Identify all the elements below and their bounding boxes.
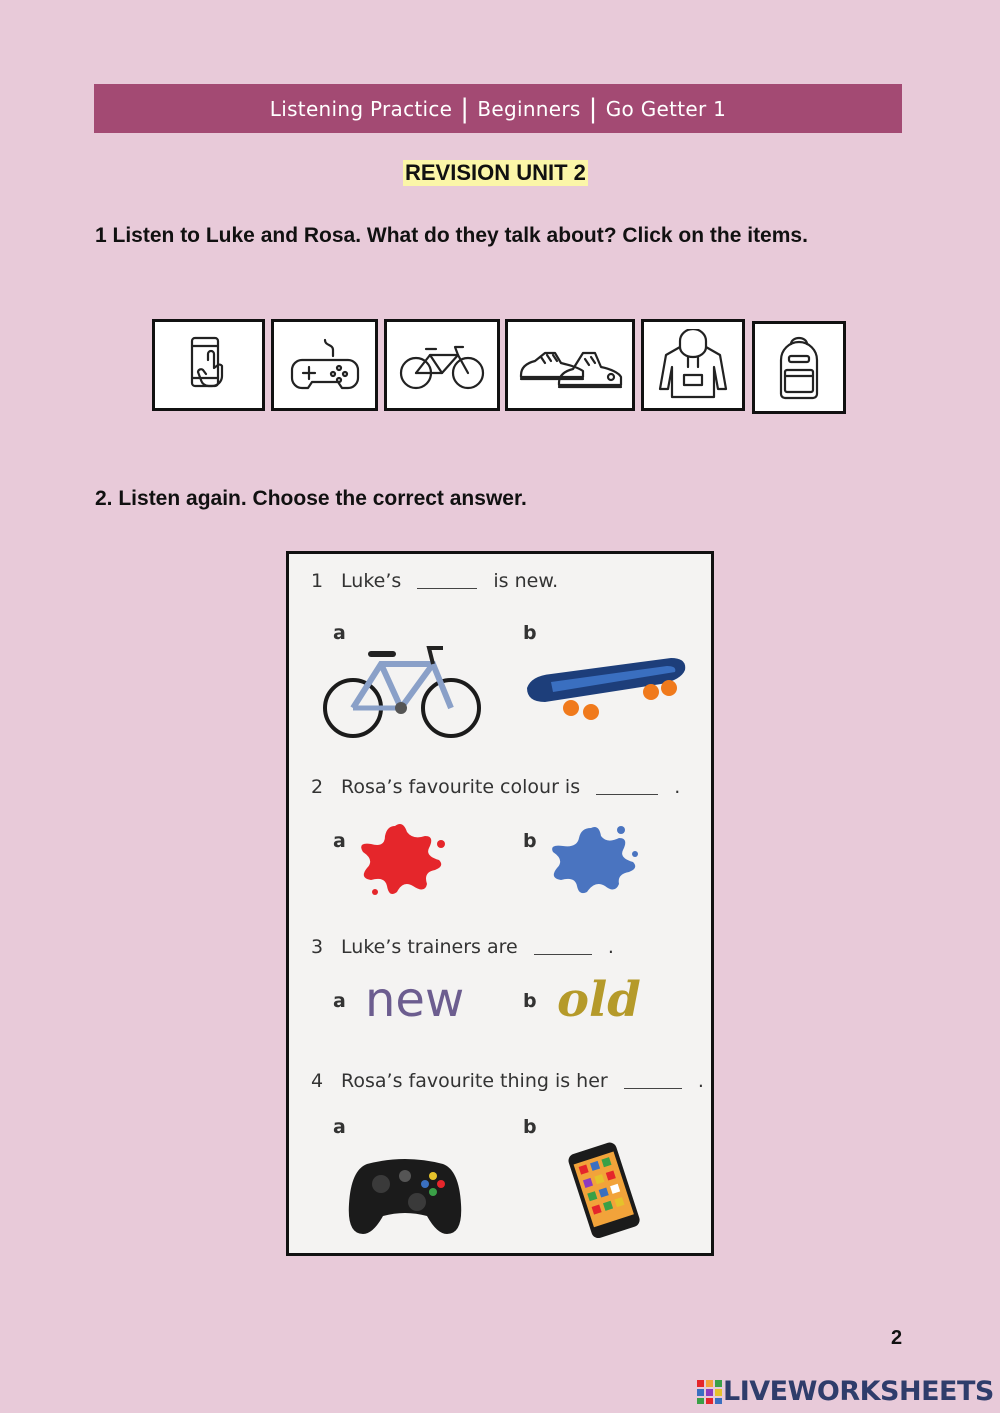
header-separator: | [460, 93, 470, 124]
liveworksheets-logo-icon [697, 1380, 723, 1404]
question-text-before: Luke’s [341, 570, 402, 592]
smartphone-picture[interactable] [559, 1142, 651, 1238]
question-text-before: Rosa’s favourite thing is her [341, 1070, 608, 1092]
option-b-label: b [523, 1116, 537, 1138]
option-a-label: a [333, 622, 346, 644]
question-text-before: Rosa’s favourite colour is [341, 776, 581, 798]
brand-name: LIVEWORKSHEETS [723, 1376, 994, 1407]
page-number: 2 [891, 1327, 903, 1349]
question-text-after: is new. [493, 570, 559, 592]
question-number: 2 [311, 776, 324, 798]
option-a-label: a [333, 1116, 346, 1138]
header-separator: | [588, 93, 598, 124]
red-paint-splash[interactable] [355, 818, 447, 898]
header-banner [94, 84, 902, 133]
option-a-label: a [333, 990, 346, 1012]
question-text-after: . [607, 936, 614, 958]
item-trainers[interactable] [505, 319, 635, 411]
question-4 [311, 1070, 704, 1092]
question-1 [311, 570, 558, 592]
item-hoodie[interactable] [641, 319, 745, 411]
question-number: 1 [311, 570, 324, 592]
backpack-icon [767, 332, 831, 404]
question-text-after: . [674, 776, 681, 798]
header-part1: Listening Practice [269, 96, 453, 121]
header-part3: Go Getter 1 [605, 96, 727, 121]
question-3 [311, 936, 614, 958]
option-word-old[interactable]: old [557, 972, 641, 1028]
option-b-label: b [523, 990, 537, 1012]
option-word-new[interactable]: new [365, 972, 465, 1028]
option-a-label: a [333, 830, 346, 852]
trainers-icon [515, 333, 625, 397]
item-game-controller[interactable] [271, 319, 378, 411]
game-controller-icon [288, 330, 362, 400]
answer-blank [624, 1088, 682, 1089]
exercise2-instruction: 2. Listen again. Choose the correct answer. [95, 487, 527, 510]
game-controller-picture[interactable] [347, 1154, 463, 1238]
hoodie-icon [654, 329, 732, 401]
question-text-before: Luke’s trainers are [341, 936, 518, 958]
smartphone-icon [174, 330, 244, 400]
answer-blank [534, 954, 592, 955]
item-bicycle[interactable] [384, 319, 500, 411]
option-b-label: b [523, 830, 537, 852]
bicycle-icon [396, 335, 488, 395]
item-smartphone[interactable] [152, 319, 265, 411]
skateboard-picture[interactable] [521, 652, 693, 724]
exercise1-instruction: 1 Listen to Luke and Rosa. What do they talk about? Click on the items. [95, 224, 808, 247]
liveworksheets-logo [697, 1376, 994, 1407]
bicycle-picture[interactable] [321, 640, 485, 744]
exercise2-page [286, 551, 714, 1256]
question-number: 4 [311, 1070, 324, 1092]
question-number: 3 [311, 936, 324, 958]
question-2 [311, 776, 680, 798]
item-backpack[interactable] [752, 321, 846, 414]
answer-blank [596, 794, 658, 795]
option-b-label: b [523, 622, 537, 644]
blue-paint-splash[interactable] [545, 822, 641, 896]
answer-blank [417, 588, 477, 589]
question-text-after: . [697, 1070, 704, 1092]
unit-title: REVISION UNIT 2 [405, 160, 586, 185]
header-part2: Beginners [477, 96, 581, 121]
